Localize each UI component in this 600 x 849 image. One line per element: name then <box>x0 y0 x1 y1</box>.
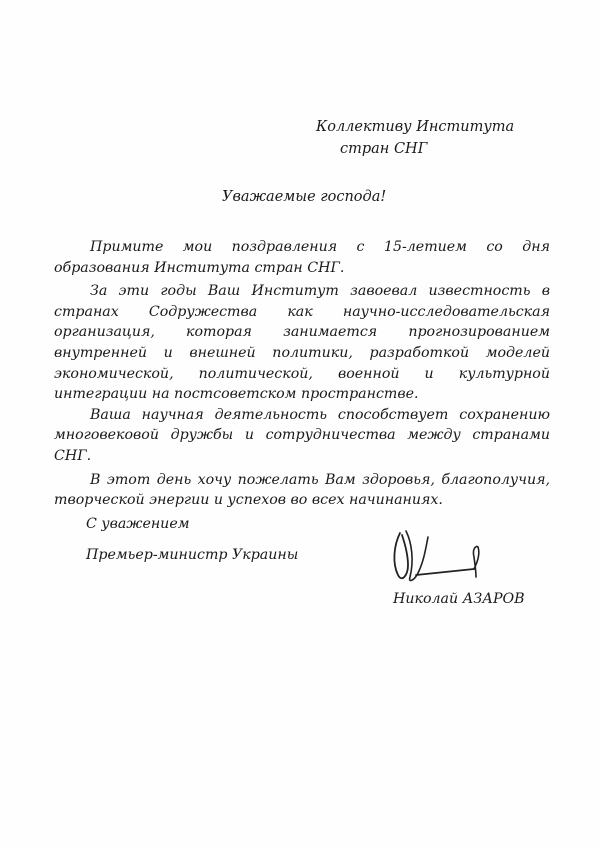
paragraph-scientific-activity: Ваша научная деятельность способствует сохранению многовековой дружбы и сотрудничества между странами СНГ. <box>54 406 550 464</box>
closing: С уважением <box>86 516 190 532</box>
addressee <box>316 116 514 160</box>
salutation: Уважаемые господа! <box>222 189 387 205</box>
paragraph-wishes: В этот день хочу пожелать Вам здоровья, благополучия, творческой энергии и успехов во всех начинаниях. <box>54 471 550 509</box>
paragraph-congratulations: Примите мои поздравления с 15-летием со дня образования Института стран СНГ. <box>54 239 550 276</box>
signer-name: Николай АЗАРОВ <box>393 591 525 607</box>
signer-position: Премьер-министр Украины <box>86 547 299 563</box>
letter-body <box>54 237 550 511</box>
addressee-line-1: Коллективу Института <box>316 119 515 135</box>
paragraph-achievements: За эти годы Ваш Институт завоевал известность в странах Содружества как научно-исследовательская организация, которая занимается прогнозированием внутренней и внешней политики, разработкой моделей экономической, политической, военной и культурной интеграции на постсоветском пространстве. <box>54 283 550 403</box>
handwritten-signature <box>386 525 496 595</box>
addressee-line-2: стран СНГ <box>340 141 428 157</box>
